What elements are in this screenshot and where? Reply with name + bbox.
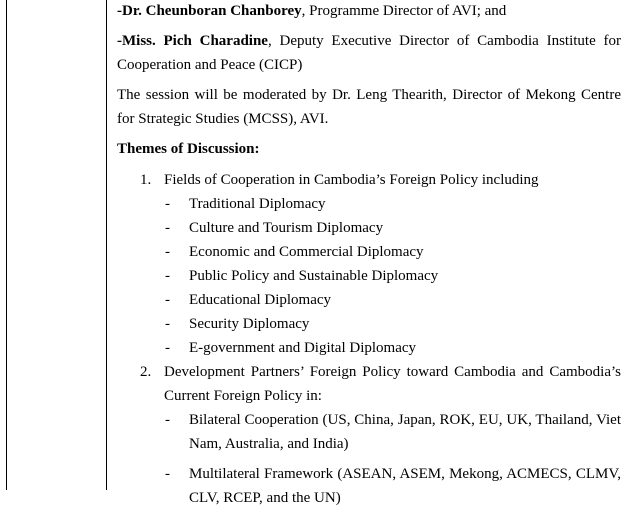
list-item (117, 408, 621, 456)
theme-2-title-row (117, 360, 621, 408)
theme-1-items (117, 192, 621, 360)
speaker-2 (117, 29, 621, 77)
theme-1-title-row (117, 168, 621, 192)
theme-2-title: Development Partners’ Foreign Policy toward Cambodia and Cambodia’s Current Foreign Policy in: (164, 364, 621, 404)
speaker-1 (117, 0, 621, 23)
list-item-text: Educational Diplomacy (189, 292, 332, 308)
moderator-paragraph: The session will be moderated by Dr. Leng Thearith, Director of Mekong Centre for Strategic Studies (MCSS), AVI. (117, 87, 621, 127)
dash-bullet: - (165, 268, 170, 284)
list-item-text: Public Policy and Sustainable Diplomacy (189, 268, 439, 284)
speaker-2-role: , Deputy Executive Director of Cambodia Institute for Cooperation and Peace (CICP) (117, 33, 622, 73)
list-item-text: E-government and Digital Diplomacy (189, 340, 417, 356)
theme-2-items (117, 408, 621, 510)
dash-bullet: - (165, 316, 170, 332)
list-item (117, 240, 621, 264)
dash-bullet: - (165, 292, 170, 308)
list-item (117, 216, 621, 240)
list-item-text: Multilateral Framework (ASEAN, ASEM, Mekong, ACMECS, CLMV, CLV, RCEP, and the UN) (189, 466, 621, 506)
list-item-text: Economic and Commercial Diplomacy (189, 244, 424, 260)
list-item (117, 264, 621, 288)
theme-1-number: 1. (140, 172, 152, 188)
theme-1 (117, 168, 621, 360)
theme-1-title: Fields of Cooperation in Cambodia’s Foreign Policy including (164, 172, 539, 188)
theme-2-number: 2. (140, 364, 152, 380)
theme-2 (117, 360, 621, 510)
speaker-2-name: -Miss. Pich Charadine (117, 33, 268, 49)
agenda-cell (117, 0, 621, 510)
table-column-divider (106, 0, 107, 490)
speaker-1-name: -Dr. Cheunboran Chanborey (117, 3, 302, 19)
list-item (117, 192, 621, 216)
dash-bullet: - (165, 220, 170, 236)
themes-heading: Themes of Discussion: (117, 141, 260, 157)
list-item-text: Culture and Tourism Diplomacy (189, 220, 384, 236)
speaker-1-role: , Programme Director of AVI; and (301, 3, 507, 19)
list-item (117, 336, 621, 360)
dash-bullet: - (165, 244, 170, 260)
dash-bullet: - (165, 412, 170, 428)
dash-bullet: - (165, 340, 170, 356)
dash-bullet: - (165, 196, 170, 212)
list-item-text: Traditional Diplomacy (189, 196, 326, 212)
list-item-text: Bilateral Cooperation (US, China, Japan, ROK, EU, UK, Thailand, Viet Nam, Australia, and India) (189, 412, 621, 452)
table-left-border (6, 0, 7, 490)
dash-bullet: - (165, 466, 170, 482)
list-item-text: Security Diplomacy (189, 316, 310, 332)
list-item (117, 288, 621, 312)
list-item (117, 462, 621, 510)
list-item (117, 312, 621, 336)
